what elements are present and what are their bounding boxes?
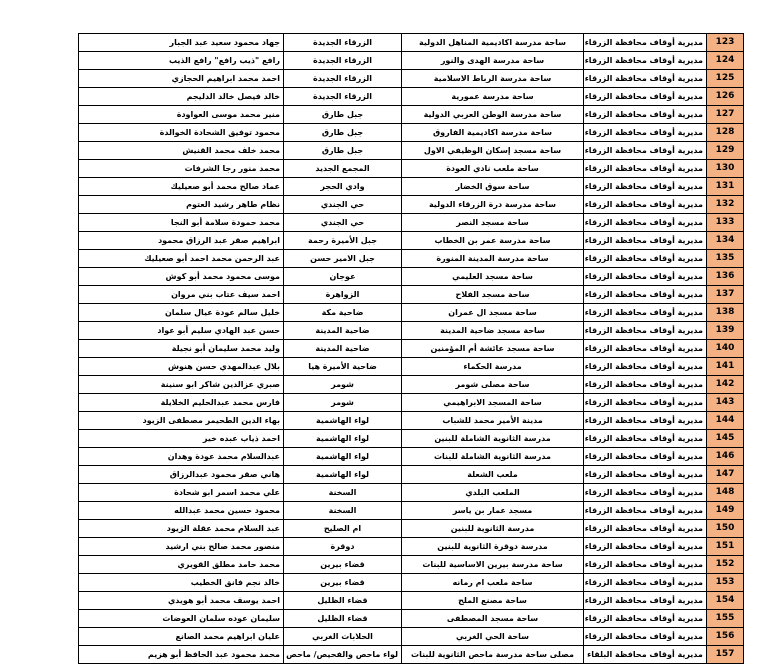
directorate-cell: مديرية أوقاف محافظة الزرقاء [584, 430, 707, 448]
table-row [79, 556, 744, 574]
area-cell: المجمع الجديد [284, 160, 402, 178]
row-number-cell: 148 [707, 484, 744, 502]
area-cell: لواء الهاشمية [284, 448, 402, 466]
person-name-cell: عبدالسلام محمد عودة وهدان [79, 448, 284, 466]
table-row [79, 304, 744, 322]
table-row [79, 322, 744, 340]
location-cell: ساحة سوق الخضار [402, 178, 584, 196]
person-name-cell: خالد فيصل خالد الدليجم [79, 88, 284, 106]
location-cell: ساحة مدرسة بيرين الاساسية للبنات [402, 556, 584, 574]
row-number-cell: 140 [707, 340, 744, 358]
directorate-cell: مديرية أوقاف محافظة الزرقاء [584, 466, 707, 484]
person-name-cell: عبد الرحمن محمد احمد أبو صعيليك [79, 250, 284, 268]
area-cell: عوجان [284, 268, 402, 286]
row-number-cell: 134 [707, 232, 744, 250]
table-row [79, 394, 744, 412]
area-cell: وادي الحجر [284, 178, 402, 196]
person-name-cell: فارس محمد عبدالحليم الخلايلة [79, 394, 284, 412]
row-number-cell: 153 [707, 574, 744, 592]
person-name-cell: محمد حامد مطلق القويري [79, 556, 284, 574]
area-cell: لواء ماحص والفحيص/ ماحص [284, 646, 402, 664]
location-cell: مدينة الأمير محمد للشباب [402, 412, 584, 430]
location-cell: الملعب البلدي [402, 484, 584, 502]
area-cell: جبل الأميرة رحمة [284, 232, 402, 250]
table-row [79, 268, 744, 286]
directorate-cell: مديرية أوقاف محافظة الزرقاء [584, 106, 707, 124]
area-cell: الزرقاء الجديدة [284, 70, 402, 88]
person-name-cell: هاني صقر محمود عبدالرزاق [79, 466, 284, 484]
location-cell: مصلى ساحة مدرسة ماحص الثانوية للبنات [402, 646, 584, 664]
table-row [79, 538, 744, 556]
directorate-cell: مديرية أوقاف محافظة الزرقاء [584, 196, 707, 214]
person-name-cell: حسن عبد الهادي سليم أبو عواد [79, 322, 284, 340]
row-number-cell: 129 [707, 142, 744, 160]
location-cell: ساحة مسجد الفلاح [402, 286, 584, 304]
table-row [79, 466, 744, 484]
area-cell: حي الجندي [284, 214, 402, 232]
location-cell: ساحة مسجد المصطفى [402, 610, 584, 628]
row-number-cell: 156 [707, 628, 744, 646]
directorate-cell: مديرية أوقاف محافظة الزرقاء [584, 556, 707, 574]
person-name-cell: محمود توفيق الشحادة الخوالدة [79, 124, 284, 142]
location-cell: ساحة ملعب ام رمانه [402, 574, 584, 592]
row-number-cell: 136 [707, 268, 744, 286]
directorate-cell: مديرية أوقاف محافظة الزرقاء [584, 286, 707, 304]
row-number-cell: 155 [707, 610, 744, 628]
location-cell: ساحة مسجد ضاحية المدينة [402, 322, 584, 340]
row-number-cell: 125 [707, 70, 744, 88]
row-number-cell: 132 [707, 196, 744, 214]
person-name-cell: محمود حسين محمد عبدالله [79, 502, 284, 520]
table-row [79, 646, 744, 664]
row-number-cell: 149 [707, 502, 744, 520]
row-number-cell: 142 [707, 376, 744, 394]
directorate-cell: مديرية أوقاف محافظة الزرقاء [584, 520, 707, 538]
area-cell: لواء الهاشمية [284, 466, 402, 484]
area-cell: ضاحية المدينة [284, 340, 402, 358]
person-name-cell: محمد منور رجا الشرفات [79, 160, 284, 178]
area-cell: لواء الهاشمية [284, 430, 402, 448]
area-cell: ضاحية المدينة [284, 322, 402, 340]
row-number-cell: 128 [707, 124, 744, 142]
directorate-cell: مديرية أوقاف محافظة الزرقاء [584, 538, 707, 556]
location-cell: ساحة المسجد الابراهيمي [402, 394, 584, 412]
person-name-cell: احمد محمد ابراهيم الحجازي [79, 70, 284, 88]
table-row [79, 430, 744, 448]
location-cell: ساحة مسجد النصر [402, 214, 584, 232]
directorate-cell: مديرية أوقاف محافظة الزرقاء [584, 160, 707, 178]
table-row [79, 358, 744, 376]
area-cell: قضاء بيرين [284, 574, 402, 592]
person-name-cell: سليمان عوده سلمان العوضات [79, 610, 284, 628]
table-row [79, 178, 744, 196]
area-cell: الزواهرة [284, 286, 402, 304]
location-cell: ساحة مدرسة المدينة المنورة [402, 250, 584, 268]
location-cell: ساحة ملعب نادي العودة [402, 160, 584, 178]
person-name-cell: خليل سالم عودة عيال سلمان [79, 304, 284, 322]
directorate-cell: مديرية أوقاف محافظة الزرقاء [584, 448, 707, 466]
person-name-cell: خالد نجم فانق الخطيب [79, 574, 284, 592]
row-number-cell: 127 [707, 106, 744, 124]
table-row [79, 376, 744, 394]
area-cell: قضاء الظليل [284, 592, 402, 610]
directorate-cell: مديرية أوقاف محافظة الزرقاء [584, 88, 707, 106]
directorate-cell: مديرية أوقاف محافظة الزرقاء [584, 484, 707, 502]
person-name-cell: عبد السلام محمد عقلة الزيود [79, 520, 284, 538]
directorate-cell: مديرية أوقاف محافظة الزرقاء [584, 34, 707, 52]
row-number-cell: 124 [707, 52, 744, 70]
table-row [79, 34, 744, 52]
table-row [79, 214, 744, 232]
directorate-cell: مديرية أوقاف محافظة الزرقاء [584, 124, 707, 142]
directorate-cell: مديرية أوقاف محافظة الزرقاء [584, 268, 707, 286]
directorate-cell: مديرية أوقاف محافظة الزرقاء [584, 250, 707, 268]
person-name-cell: محمد محمود عبد الحافظ أبو هزيم [79, 646, 284, 664]
person-name-cell: بلال عبدالمهدي حسن هنوش [79, 358, 284, 376]
table-row [79, 574, 744, 592]
area-cell: حي الجندي [284, 196, 402, 214]
location-cell: ساحة مدرسة عمر بن الخطاب [402, 232, 584, 250]
location-cell: ساحة مدرسة عمورية [402, 88, 584, 106]
area-cell: دوقرة [284, 538, 402, 556]
location-cell: ساحة مدرسة الوطن العربي الدولية [402, 106, 584, 124]
person-name-cell: عليان ابراهيم محمد الصانع [79, 628, 284, 646]
row-number-cell: 137 [707, 286, 744, 304]
location-cell: ساحة مدرسة الهدى والنور [402, 52, 584, 70]
person-name-cell: موسى محمود محمد أبو كوش [79, 268, 284, 286]
area-cell: لواء الهاشمية [284, 412, 402, 430]
row-number-cell: 135 [707, 250, 744, 268]
row-number-cell: 154 [707, 592, 744, 610]
directorate-cell: مديرية أوقاف محافظة الزرقاء [584, 376, 707, 394]
directorate-cell: مديرية أوقاف محافظة الزرقاء [584, 592, 707, 610]
person-name-cell: محمد خلف محمد القنيش [79, 142, 284, 160]
table-row [79, 286, 744, 304]
person-name-cell: ابراهيم صقر عبد الرزاق محمود [79, 232, 284, 250]
row-number-cell: 141 [707, 358, 744, 376]
row-number-cell: 131 [707, 178, 744, 196]
directorate-cell: مديرية أوقاف محافظة الزرقاء [584, 358, 707, 376]
location-cell: ساحة مسجد عائشة أم المؤمنين [402, 340, 584, 358]
table-row [79, 520, 744, 538]
row-number-cell: 139 [707, 322, 744, 340]
table-row [79, 52, 744, 70]
area-cell: قضاء بيرين [284, 556, 402, 574]
area-cell: شومر [284, 376, 402, 394]
row-number-cell: 143 [707, 394, 744, 412]
area-cell: السخنة [284, 484, 402, 502]
person-name-cell: صبري عزالدين شاكر ابو سنينة [79, 376, 284, 394]
table-row [79, 70, 744, 88]
person-name-cell: منصور محمد صالح بني ارشيد [79, 538, 284, 556]
row-number-cell: 151 [707, 538, 744, 556]
person-name-cell: منير محمد موسى العواودة [79, 106, 284, 124]
row-number-cell: 146 [707, 448, 744, 466]
table-row [79, 484, 744, 502]
area-cell: الحلابات الغربي [284, 628, 402, 646]
table-row [79, 250, 744, 268]
location-cell: مدرسة الثانوية للبنين [402, 520, 584, 538]
location-cell: ساحة مصنع الملح [402, 592, 584, 610]
row-number-cell: 126 [707, 88, 744, 106]
directorate-cell: مديرية أوقاف محافظة الزرقاء [584, 574, 707, 592]
table-row [79, 232, 744, 250]
person-name-cell: وليد محمد سليمان أبو نجيلة [79, 340, 284, 358]
person-name-cell: نظام طاهر رشيد العتوم [79, 196, 284, 214]
row-number-cell: 152 [707, 556, 744, 574]
location-cell: ساحة مدرسة اكاديمية المناهل الدولية [402, 34, 584, 52]
person-name-cell: احمد سيف عتاب بني مروان [79, 286, 284, 304]
person-name-cell: محمد حمودة سلامة أبو النجا [79, 214, 284, 232]
location-cell: ساحة مسجد العليمي [402, 268, 584, 286]
directorate-cell: مديرية أوقاف محافظة الزرقاء [584, 502, 707, 520]
table-row [79, 610, 744, 628]
person-name-cell: عماد صالح محمد أبو صعيليك [79, 178, 284, 196]
location-cell: مسجد عمار بن ياسر [402, 502, 584, 520]
location-cell: مدرسة الثانوية الشاملة للبنات [402, 448, 584, 466]
location-cell: ساحة الحي الغربي [402, 628, 584, 646]
directorate-cell: مديرية أوقاف محافظة البلقاء [584, 646, 707, 664]
directorate-cell: مديرية أوقاف محافظة الزرقاء [584, 628, 707, 646]
row-number-cell: 145 [707, 430, 744, 448]
row-number-cell: 144 [707, 412, 744, 430]
row-number-cell: 147 [707, 466, 744, 484]
person-name-cell: احمد يوسف محمد أبو هويدي [79, 592, 284, 610]
directorate-cell: مديرية أوقاف محافظة الزرقاء [584, 394, 707, 412]
area-cell: جبل طارق [284, 106, 402, 124]
area-cell: ضاحية الأميرة هيا [284, 358, 402, 376]
table-row [79, 502, 744, 520]
person-name-cell: رافع "ذيب رافع" رافع الذيب [79, 52, 284, 70]
table-row [79, 142, 744, 160]
table-body [79, 34, 744, 664]
table-row [79, 412, 744, 430]
directorate-cell: مديرية أوقاف محافظة الزرقاء [584, 340, 707, 358]
directorate-cell: مديرية أوقاف محافظة الزرقاء [584, 232, 707, 250]
row-number-cell: 123 [707, 34, 744, 52]
location-cell: مدرسة الثانوية الشاملة للبنين [402, 430, 584, 448]
directorate-cell: مديرية أوقاف محافظة الزرقاء [584, 322, 707, 340]
location-cell: ساحة مدرسة الرباط الاسلامية [402, 70, 584, 88]
person-name-cell: احمد ذياب عبده خير [79, 430, 284, 448]
person-name-cell: بهاء الدين الطحيمر مصطفى الزيود [79, 412, 284, 430]
location-cell: ساحة مسجد ال عمران [402, 304, 584, 322]
area-cell: الزرقاء الجديدة [284, 88, 402, 106]
location-cell: مدرسة الحكماء [402, 358, 584, 376]
row-number-cell: 130 [707, 160, 744, 178]
table-row [79, 628, 744, 646]
row-number-cell: 157 [707, 646, 744, 664]
row-number-cell: 150 [707, 520, 744, 538]
location-cell: ساحة مدرسة اكاديمية الفاروق [402, 124, 584, 142]
area-cell: جبل طارق [284, 142, 402, 160]
area-cell: الزرقاء الجديدة [284, 34, 402, 52]
directorate-cell: مديرية أوقاف محافظة الزرقاء [584, 52, 707, 70]
location-cell: مدرسة دوقرة الثانوية للبنين [402, 538, 584, 556]
table-row [79, 592, 744, 610]
location-cell: ساحة مسجد إسكان الوظيفي الاول [402, 142, 584, 160]
area-cell: شومر [284, 394, 402, 412]
area-cell: ضاحية مكة [284, 304, 402, 322]
directorate-cell: مديرية أوقاف محافظة الزرقاء [584, 412, 707, 430]
person-name-cell: علي محمد اسمر ابو شحادة [79, 484, 284, 502]
area-cell: الزرقاء الجديدة [284, 52, 402, 70]
directorate-cell: مديرية أوقاف محافظة الزرقاء [584, 610, 707, 628]
directorate-cell: مديرية أوقاف محافظة الزرقاء [584, 214, 707, 232]
person-name-cell: جهاد محمود سعيد عبد الجبار [79, 34, 284, 52]
table-row [79, 160, 744, 178]
directorate-cell: مديرية أوقاف محافظة الزرقاء [584, 304, 707, 322]
row-number-cell: 133 [707, 214, 744, 232]
area-cell: السخنة [284, 502, 402, 520]
row-number-cell: 138 [707, 304, 744, 322]
table-row [79, 196, 744, 214]
table-row [79, 340, 744, 358]
location-cell: ساحة مدرسة درة الزرقاء الدولية [402, 196, 584, 214]
directorate-cell: مديرية أوقاف محافظة الزرقاء [584, 178, 707, 196]
location-cell: ملعب الشعلة [402, 466, 584, 484]
table-row [79, 88, 744, 106]
area-cell: جبل الامير حسن [284, 250, 402, 268]
directorate-cell: مديرية أوقاف محافظة الزرقاء [584, 70, 707, 88]
prayer-locations-table [78, 33, 744, 664]
table-row [79, 448, 744, 466]
area-cell: قضاء الظليل [284, 610, 402, 628]
table-row [79, 106, 744, 124]
area-cell: جبل طارق [284, 124, 402, 142]
location-cell: ساحة مصلى شومر [402, 376, 584, 394]
directorate-cell: مديرية أوقاف محافظة الزرقاء [584, 142, 707, 160]
table-row [79, 124, 744, 142]
area-cell: ام الصليح [284, 520, 402, 538]
